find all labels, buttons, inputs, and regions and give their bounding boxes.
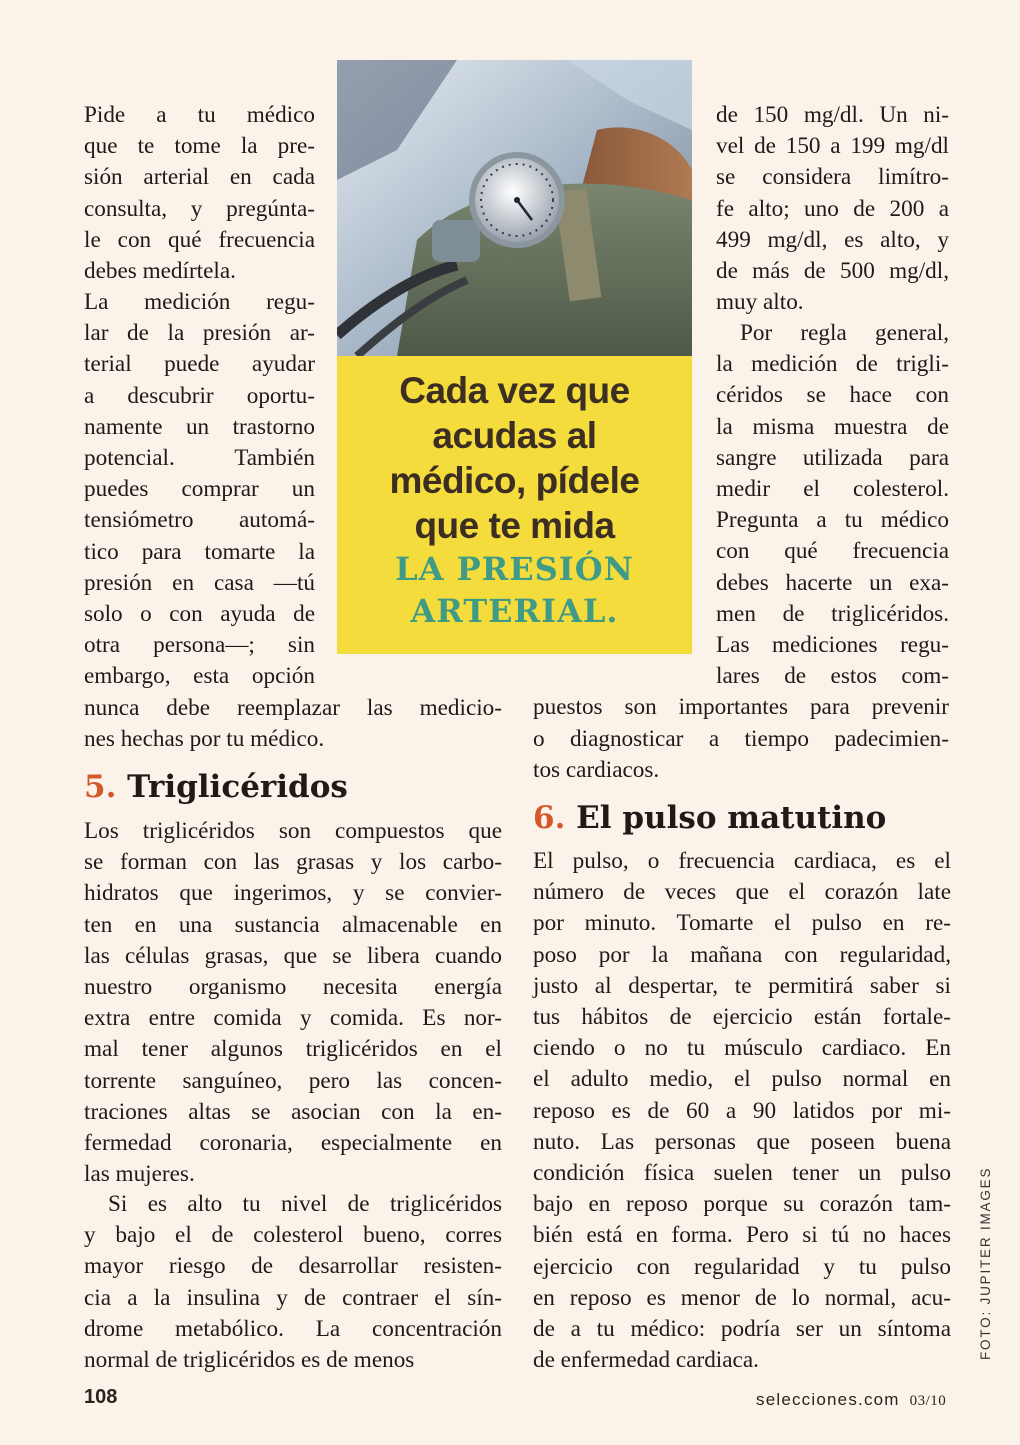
page-number: 108	[84, 1386, 118, 1408]
text-line: de a tu médico: podría ser un síntoma	[533, 1316, 951, 1343]
text-line: presión en casa —tú	[84, 569, 315, 596]
text-line: drome metabólico. La concentración	[84, 1315, 502, 1342]
text-line: puedes comprar un	[84, 476, 315, 503]
text-line: puestos son importantes para prevenir	[533, 694, 949, 721]
text-line: a descubrir oportu-	[84, 382, 315, 409]
text-line: nes hechas por tu médico.	[84, 725, 325, 752]
text-line: potencial. También	[84, 445, 315, 472]
pull-quote-callout	[337, 356, 692, 654]
text-line: medir el colesterol.	[716, 476, 949, 503]
text-line: men de triglicéridos.	[716, 600, 949, 627]
text-line: ciendo o no tu músculo cardiaco. En	[533, 1035, 951, 1062]
text-line: Pide a tu médico	[84, 102, 315, 128]
text-line: nuestro organismo necesita energía	[84, 974, 502, 1001]
text-line: y bajo el de colesterol bueno, corres	[84, 1222, 502, 1249]
text-line: El pulso, o frecuencia cardiaca, es el	[533, 848, 951, 874]
text-line: le con qué frecuencia	[84, 226, 315, 253]
text-line: número de veces que el corazón late	[533, 879, 951, 906]
text-line: vel de 150 a 199 mg/dl	[716, 133, 949, 160]
text-line: terial puede ayudar	[84, 351, 315, 378]
text-line: de enfermedad cardiaca.	[533, 1347, 759, 1374]
text-line: fe alto; uno de 200 a	[716, 195, 949, 222]
text-line: tico para tomarte la	[84, 538, 315, 565]
footer-site	[756, 1390, 946, 1410]
blood-pressure-cuff-photo	[337, 60, 692, 356]
pull-quote-line: Cada vez que	[399, 370, 630, 411]
pull-quote-line: acudas al	[432, 415, 597, 456]
text-line: la misma muestra de	[716, 413, 949, 440]
text-line: ten en una sustancia almacenable en	[84, 911, 502, 938]
text-line: bién está en forma. Pero si tú no haces	[533, 1222, 951, 1249]
text-line: lar de la presión ar-	[84, 320, 315, 347]
pulse-paragraph-1	[533, 846, 951, 1376]
text-line: extra entre comida y comida. Es nor-	[84, 1005, 502, 1032]
text-line: condición física suelen tener un pulso	[533, 1160, 951, 1187]
text-line: de más de 500 mg/dl,	[716, 258, 949, 285]
text-line: La medición regu-	[84, 289, 315, 315]
text-line: normal de triglicéridos es de menos	[84, 1347, 415, 1374]
text-line: tos cardiacos.	[533, 756, 660, 783]
text-line: debes hacerte un exa-	[716, 569, 949, 596]
text-line: Si es alto tu nivel de triglicéridos	[108, 1191, 502, 1217]
text-line: hidratos que ingerimos, y se convier-	[84, 880, 502, 907]
text-line: sión arterial en cada	[84, 164, 315, 191]
continuation-paragraph-1	[716, 100, 949, 318]
text-line: o diagnosticar a tiempo padecimien-	[533, 725, 949, 752]
issue-date: 03/10	[909, 1393, 947, 1409]
text-line: Las mediciones regu-	[716, 632, 949, 659]
text-line: muy alto.	[716, 289, 804, 316]
pull-quote-line: que te mida	[414, 505, 615, 546]
text-line: por minuto. Tomarte el pulso en re-	[533, 910, 951, 937]
text-line: reposo es de 60 a 90 latidos por mi-	[533, 1097, 951, 1124]
intro-paragraph-1	[84, 100, 315, 287]
text-line: ejercicio con regularidad y tu pulso	[533, 1253, 951, 1280]
text-line: céridos se hace con	[716, 382, 949, 409]
text-line: torrente sanguíneo, pero las concen-	[84, 1067, 502, 1094]
text-line: Los triglicéridos son compuestos que	[84, 818, 502, 844]
text-line: mayor riesgo de desarrollar resisten-	[84, 1253, 502, 1280]
text-line: las células grasas, que se libera cuando	[84, 942, 502, 969]
text-line: de 150 mg/dl. Un ni-	[716, 102, 949, 128]
text-line: que te tome la pre-	[84, 133, 315, 160]
section-5-title: Triglicéridos	[127, 769, 348, 805]
text-line: bajo en reposo porque su corazón tam-	[533, 1191, 951, 1218]
text-line: consulta, y pregúnta-	[84, 195, 315, 222]
text-line: nuto. Las personas que poseen buena	[533, 1128, 951, 1155]
text-line: mal tener algunos triglicéridos en el	[84, 1036, 502, 1063]
text-line: se forman con las grasas y los carbo-	[84, 849, 502, 876]
text-line: debes medírtela.	[84, 258, 236, 285]
text-line: 499 mg/dl, es alto, y	[716, 226, 949, 253]
section-6-heading	[533, 800, 886, 836]
pull-quote-line: médico, pídele	[389, 460, 640, 501]
text-line: con qué frecuencia	[716, 538, 949, 565]
section-5-number: 5.	[84, 769, 117, 805]
text-line: nunca debe reemplazar las medicio-	[84, 694, 502, 721]
text-line: fermedad coronaria, especialmente en	[84, 1130, 502, 1157]
text-line: tensiómetro automá-	[84, 507, 315, 534]
section-6-title: El pulso matutino	[576, 800, 887, 836]
triglycerides-paragraph-2	[84, 1189, 502, 1376]
triglycerides-paragraph-1	[84, 816, 502, 1190]
text-line: la medición de trigli-	[716, 351, 949, 378]
text-line: solo o con ayuda de	[84, 601, 315, 628]
pull-quote-highlight: ARTERIAL.	[410, 592, 619, 630]
section-5-heading	[84, 769, 348, 805]
section-6-number: 6.	[533, 800, 566, 836]
text-line: Pregunta a tu médico	[716, 507, 949, 534]
text-line: sangre utilizada para	[716, 444, 949, 471]
pull-quote-highlight: LA PRESIÓN	[395, 550, 634, 588]
text-line: Por regla general,	[740, 320, 949, 346]
text-line: cia a la insulina y de contraer el sín-	[84, 1284, 502, 1311]
text-line: el adulto medio, el pulso normal en	[533, 1066, 951, 1093]
text-line: traciones altas se asocian con la en-	[84, 1098, 502, 1125]
photo-credit: FOTO: JUPITER IMAGES	[978, 1166, 993, 1360]
text-line: lares de estos com-	[716, 663, 949, 690]
text-line: tus hábitos de ejercicio están fortale-	[533, 1004, 951, 1031]
text-line: las mujeres.	[84, 1161, 195, 1188]
text-line: en reposo es menor de lo normal, acu-	[533, 1284, 951, 1311]
text-line: namente un trastorno	[84, 413, 315, 440]
text-line: poso por la mañana con regularidad,	[533, 941, 951, 968]
text-line: embargo, esta opción	[84, 663, 315, 690]
text-line: se considera limítro-	[716, 164, 949, 191]
text-line: otra persona—; sin	[84, 632, 315, 659]
continuation-paragraph-2	[533, 318, 949, 786]
site-name: selecciones.com	[756, 1390, 900, 1409]
text-line: justo al despertar, te permitirá saber si	[533, 972, 951, 999]
